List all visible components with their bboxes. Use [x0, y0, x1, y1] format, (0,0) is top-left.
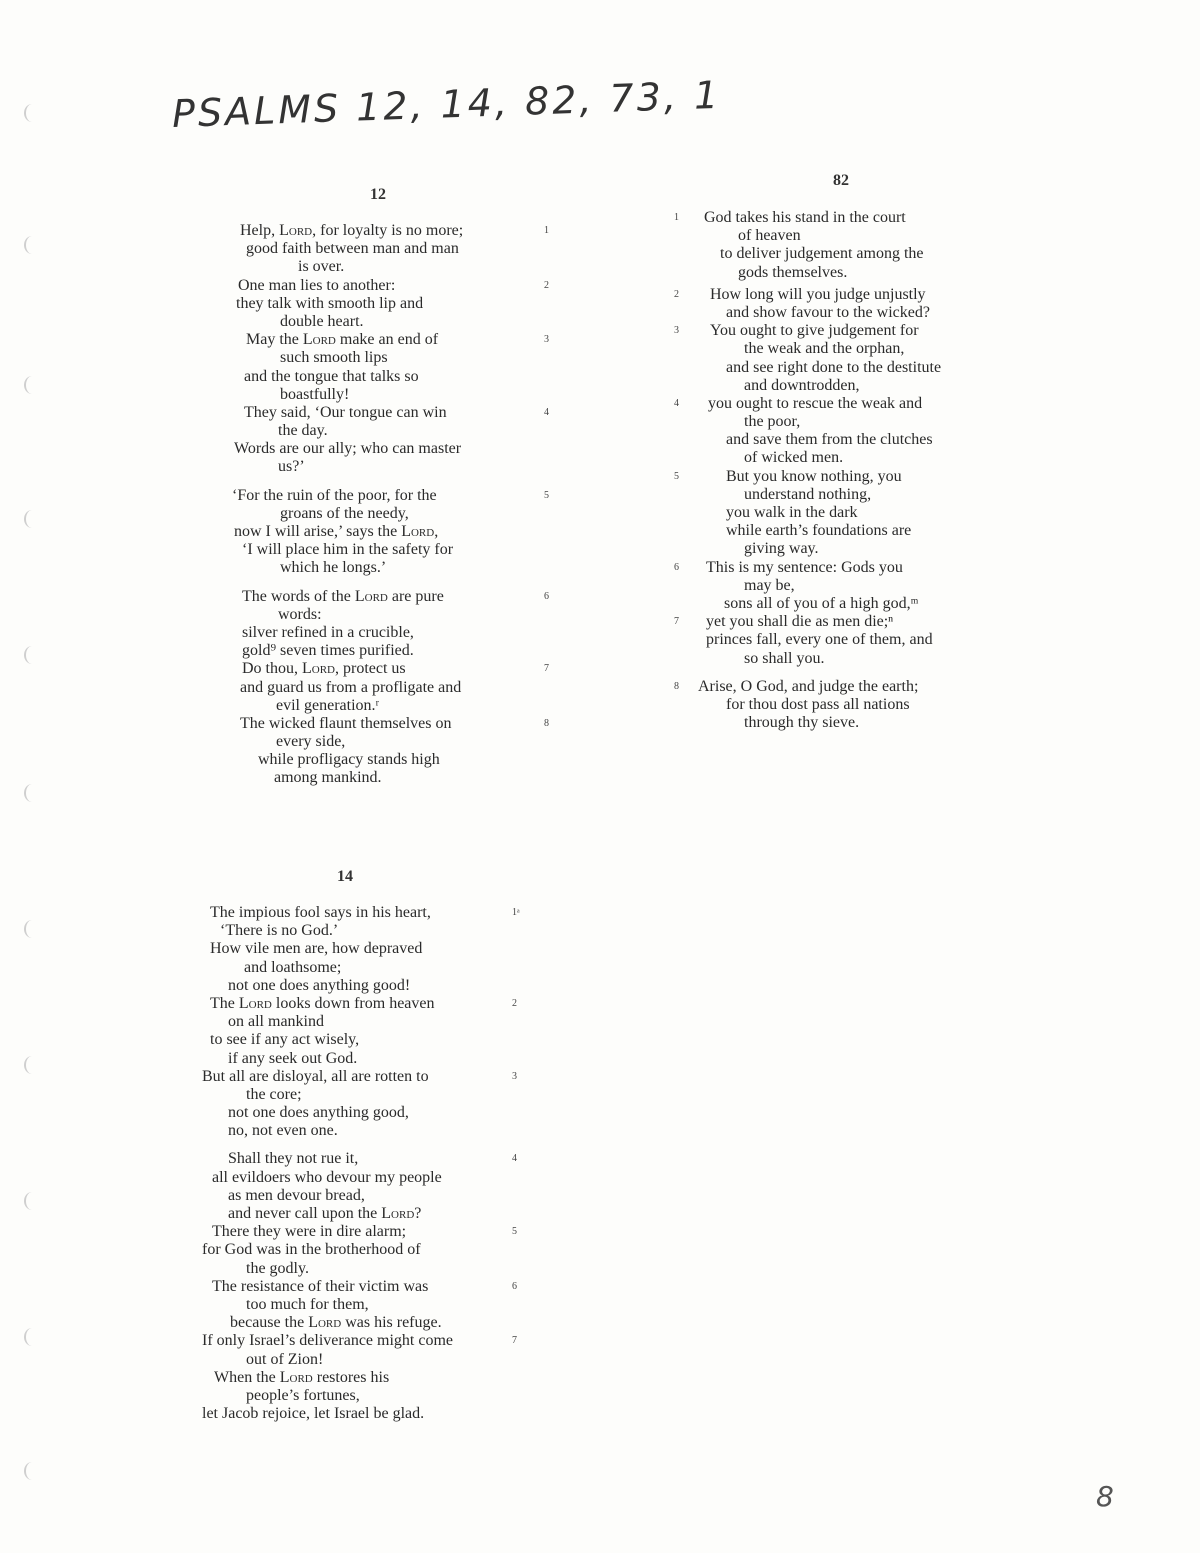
verse-line [202, 977, 532, 995]
verse-line [232, 588, 562, 606]
verse-line [232, 331, 562, 349]
verse-line [202, 959, 532, 977]
verse-line [202, 1122, 532, 1140]
verse-line-text: the day. [278, 422, 328, 440]
verse-line-text: people’s fortunes, [246, 1386, 360, 1404]
verse-line [202, 1296, 532, 1314]
verse-line [202, 1332, 532, 1350]
verse-line [232, 751, 562, 769]
verse-line [232, 769, 562, 787]
verse-line-text: silver refined in a crucible, [242, 623, 414, 641]
verse-line-text: Arise, O God, and judge the earth; [698, 677, 919, 695]
punch-hole-mark [24, 1056, 40, 1074]
verse-line [232, 541, 562, 559]
punch-hole-mark [24, 1328, 40, 1346]
verse-line [674, 285, 1028, 304]
verse-line [232, 277, 562, 295]
verse-line [232, 258, 562, 276]
verse-line [698, 577, 1028, 595]
verse-line [202, 940, 532, 958]
verse-line [698, 595, 1028, 613]
verse-line-text: among mankind. [274, 769, 382, 787]
psalm-12-number: 12 [370, 186, 386, 203]
verse-line [232, 349, 562, 367]
verse-line [698, 227, 1028, 245]
verse-line [232, 295, 562, 313]
verse-number: 7 [512, 1335, 517, 1347]
verse-number: 1ᵃ [512, 907, 520, 918]
verse-line-text: which he longs.’ [280, 559, 387, 577]
verse-line-text: ‘I will place him in the safety for [242, 541, 454, 559]
verse-line [232, 624, 562, 642]
punch-hole-mark [24, 646, 40, 664]
verse-line [232, 386, 562, 404]
verse-line [698, 431, 1028, 449]
punch-hole-mark [24, 510, 40, 528]
verse-line-text: gold⁹ seven times purified. [242, 642, 414, 660]
verse-line [232, 697, 562, 715]
verse-number: 1 [674, 212, 679, 223]
verse-line [698, 540, 1028, 558]
verse-line-text: may be, [744, 576, 795, 594]
verse-line [232, 422, 562, 440]
verse-line [202, 1223, 532, 1241]
verse-line-text: they talk with smooth lip and [236, 294, 424, 312]
verse-line-text: But you know nothing, you [726, 467, 902, 485]
verse-line-text: not one does anything good, [228, 1104, 409, 1122]
verse-line-text: so shall you. [744, 649, 825, 667]
verse-line-text: of wicked men. [744, 449, 844, 467]
verse-line [202, 1068, 532, 1086]
verse-line-text: to deliver judgement among the [720, 245, 924, 263]
verse-number: 4 [674, 397, 679, 409]
verse-line [232, 733, 562, 751]
verse-line-text: Words are our ally; who can master [234, 440, 462, 458]
verse-line [674, 613, 1028, 631]
verse-line [202, 1169, 532, 1187]
verse-line-text: But all are disloyal, all are rotten to [202, 1067, 429, 1085]
verse-line-text: now I will arise,’ says the Lord, [234, 523, 439, 540]
verse-line [232, 715, 562, 733]
verse-line [698, 413, 1028, 431]
verse-line-text: if any seek out God. [228, 1049, 358, 1067]
verse-line [232, 523, 562, 541]
verse-line [232, 660, 562, 678]
verse-line-text: and loathsome; [244, 958, 342, 976]
stanza-gap [232, 578, 562, 588]
verse-line [698, 377, 1028, 395]
verse-line [232, 642, 562, 660]
verse-line [232, 505, 562, 523]
verse-line-text: The impious fool says in his heart, [210, 904, 431, 921]
verse-line [232, 606, 562, 624]
verse-line [232, 458, 562, 476]
verse-line-text: How long will you judge unjustly [710, 285, 926, 303]
verse-line-text: and downtrodden, [744, 376, 860, 394]
verse-line-text: Do thou, Lord, protect us [242, 660, 406, 678]
verse-line-text: This is my sentence: Gods you [706, 558, 903, 576]
verse-line-text: you walk in the dark [726, 504, 858, 521]
verse-number: 3 [544, 334, 549, 346]
verse-number: 3 [512, 1070, 517, 1082]
verse-line-text: for thou dost pass all nations [726, 695, 910, 713]
verse-line [698, 486, 1028, 504]
verse-line-text: Shall they not rue it, [228, 1150, 359, 1168]
verse-line [202, 1086, 532, 1104]
verse-line [232, 440, 562, 458]
verse-line-text: you ought to rescue the weak and [708, 394, 923, 412]
verse-number: 7 [544, 663, 549, 675]
verse-line-text: and guard us from a profligate and [240, 678, 462, 696]
punch-hole-mark [24, 376, 40, 394]
punch-hole-mark [24, 784, 40, 802]
verse-line-text: and save them from the clutches [726, 431, 933, 449]
verse-line-text: understand nothing, [744, 485, 872, 503]
verse-number: 8 [544, 717, 549, 729]
verse-number: 3 [674, 325, 679, 337]
verse-line-text: good faith between man and man [246, 240, 459, 258]
verse-line-text: because the Lord was his refuge. [230, 1314, 442, 1332]
verse-line [202, 1187, 532, 1205]
verse-line-text: too much for them, [246, 1295, 369, 1313]
verse-line [202, 1351, 532, 1369]
verse-line-text: and the tongue that talks so [244, 367, 419, 385]
verse-line [698, 714, 1028, 732]
verse-line-text: the weak and the orphan, [744, 340, 905, 358]
verse-line [202, 1050, 532, 1068]
verse-line-text: out of Zion! [246, 1350, 324, 1368]
verse-line-text: the godly. [246, 1259, 309, 1277]
verse-line [202, 1314, 532, 1332]
verse-line-text: the core; [246, 1085, 302, 1103]
verse-line-text: and see right done to the destitute [726, 358, 942, 376]
verse-line-text: and never call upon the Lord? [228, 1205, 422, 1222]
verse-line-text: let Jacob rejoice, let Israel be glad. [202, 1405, 425, 1423]
verse-line [674, 394, 1028, 413]
verse-line-text: double heart. [280, 312, 364, 330]
verse-line-text: The wicked flaunt themselves on [240, 714, 452, 732]
verse-number: 5 [512, 1226, 517, 1238]
verse-line-text: You ought to give judgement for [710, 322, 919, 340]
verse-number: 1 [544, 225, 549, 236]
verse-line-text: through thy sieve. [744, 714, 860, 732]
verse-line-text: while profligacy stands high [258, 751, 440, 769]
verse-line-text: The resistance of their victim was [212, 1277, 429, 1295]
stanza-gap [232, 477, 562, 487]
verse-line [202, 904, 532, 922]
verse-line [202, 1405, 532, 1423]
verse-line-text: and show favour to the wicked? [726, 303, 930, 321]
stanza-gap [698, 668, 1028, 678]
verse-line [232, 222, 562, 240]
verse-number: 6 [674, 561, 679, 573]
verse-line [202, 1013, 532, 1031]
verse-line [674, 558, 1028, 577]
verse-line-text: for God was in the brotherhood of [202, 1241, 421, 1259]
verse-line [698, 522, 1028, 540]
verse-line-text: Help, Lord, for loyalty is no more; [240, 222, 464, 239]
verse-line-text: sons all of you of a high god,ᵐ [724, 594, 919, 612]
verse-number: 6 [544, 590, 549, 602]
verse-line [674, 322, 1028, 340]
verse-line-text: no, not even one. [228, 1122, 338, 1140]
verse-line [202, 1278, 532, 1296]
verse-line-text: evil generation.ʳ [276, 696, 379, 714]
punch-hole-mark [24, 1462, 40, 1480]
verse-line [202, 922, 532, 940]
verse-line-text: words: [278, 605, 322, 623]
verse-line [698, 304, 1028, 322]
verse-line [202, 1369, 532, 1387]
verse-line-text: How vile men are, how depraved [210, 940, 423, 958]
verse-line-text: groans of the needy, [280, 504, 409, 522]
verse-number: 4 [544, 406, 549, 418]
verse-line-text: such smooth lips [280, 349, 388, 367]
verse-line [698, 264, 1028, 282]
verse-line-text: yet you shall die as men die;ⁿ [706, 613, 894, 631]
verse-number: 7 [674, 616, 679, 628]
punch-hole-mark [24, 104, 40, 122]
psalm-82-number: 82 [833, 172, 849, 189]
corner-page-mark: 8 [1096, 1480, 1114, 1513]
verse-line-text: ‘There is no God.’ [220, 922, 339, 940]
stanza-gap [202, 1140, 532, 1150]
verse-line [232, 679, 562, 697]
verse-line-text: gods themselves. [738, 263, 848, 281]
verse-line-text: while earth’s foundations are [726, 522, 912, 540]
verse-line [232, 559, 562, 577]
verse-number: 4 [512, 1153, 517, 1165]
punch-hole-mark [24, 236, 40, 254]
verse-number: 2 [544, 279, 549, 291]
verse-number: 6 [512, 1280, 517, 1292]
verse-line-text: not one does anything good! [228, 976, 411, 994]
verse-line [232, 404, 562, 422]
verse-line [202, 1205, 532, 1223]
verse-line [232, 313, 562, 331]
verse-line [698, 696, 1028, 714]
verse-number: 5 [674, 470, 679, 482]
verse-line [698, 245, 1028, 263]
verse-line [674, 677, 1028, 696]
verse-line [232, 368, 562, 386]
verse-line [202, 1241, 532, 1259]
verse-line-text: They said, ‘Our tongue can win [244, 403, 447, 421]
handwritten-title: PSALMS 12, 14, 82, 73, 1 [171, 72, 722, 136]
verse-line-text: May the Lord make an end of [246, 331, 439, 349]
verse-number: 2 [512, 997, 517, 1009]
verse-line [202, 1260, 532, 1278]
verse-line [674, 209, 1028, 227]
verse-line-text: If only Israel’s deliverance might come [202, 1332, 454, 1350]
punch-hole-mark [24, 920, 40, 938]
verse-line-text: to see if any act wisely, [210, 1031, 360, 1049]
verse-line [202, 1104, 532, 1122]
verse-line [698, 504, 1028, 522]
psalm-82-text [674, 209, 1028, 732]
verse-line-text: The words of the Lord are pure [242, 587, 444, 605]
verse-line [698, 359, 1028, 377]
verse-line-text: princes fall, every one of them, and [706, 631, 933, 649]
verse-line [202, 1031, 532, 1049]
verse-line-text: When the Lord restores his [214, 1368, 390, 1386]
verse-line-text: us?’ [278, 458, 305, 476]
verse-line-text: is over. [298, 258, 345, 276]
verse-line-text: all evildoers who devour my people [212, 1168, 442, 1186]
verse-number: 8 [674, 680, 679, 692]
verse-line [698, 449, 1028, 467]
verse-line-text: the poor, [744, 413, 801, 431]
verse-number: 5 [544, 489, 549, 501]
verse-line [232, 240, 562, 258]
verse-line-text: giving way. [744, 540, 819, 558]
verse-line-text: The Lord looks down from heaven [210, 994, 435, 1012]
verse-line-text: There they were in dire alarm; [212, 1223, 407, 1241]
verse-line [674, 467, 1028, 486]
verse-line [698, 340, 1028, 358]
verse-number: 2 [674, 288, 679, 300]
verse-line-text: on all mankind [228, 1013, 324, 1031]
verse-line [698, 631, 1028, 649]
verse-line [698, 650, 1028, 668]
verse-line [232, 487, 562, 505]
verse-line [202, 995, 532, 1013]
verse-line [202, 1150, 532, 1168]
verse-line-text: as men devour bread, [228, 1186, 365, 1204]
verse-line-text: One man lies to another: [238, 276, 396, 294]
psalm-14-number: 14 [337, 868, 353, 885]
verse-line-text: ‘For the ruin of the poor, for the [232, 486, 437, 504]
punch-hole-mark [24, 1192, 40, 1210]
psalm-14-text [202, 904, 532, 1423]
verse-line-text: of heaven [738, 227, 801, 245]
verse-line-text: boastfully! [280, 385, 350, 403]
psalm-12-text [232, 222, 562, 788]
verse-line-text: God takes his stand in the court [704, 209, 906, 226]
verse-line [202, 1387, 532, 1405]
verse-line-text: every side, [276, 733, 346, 751]
